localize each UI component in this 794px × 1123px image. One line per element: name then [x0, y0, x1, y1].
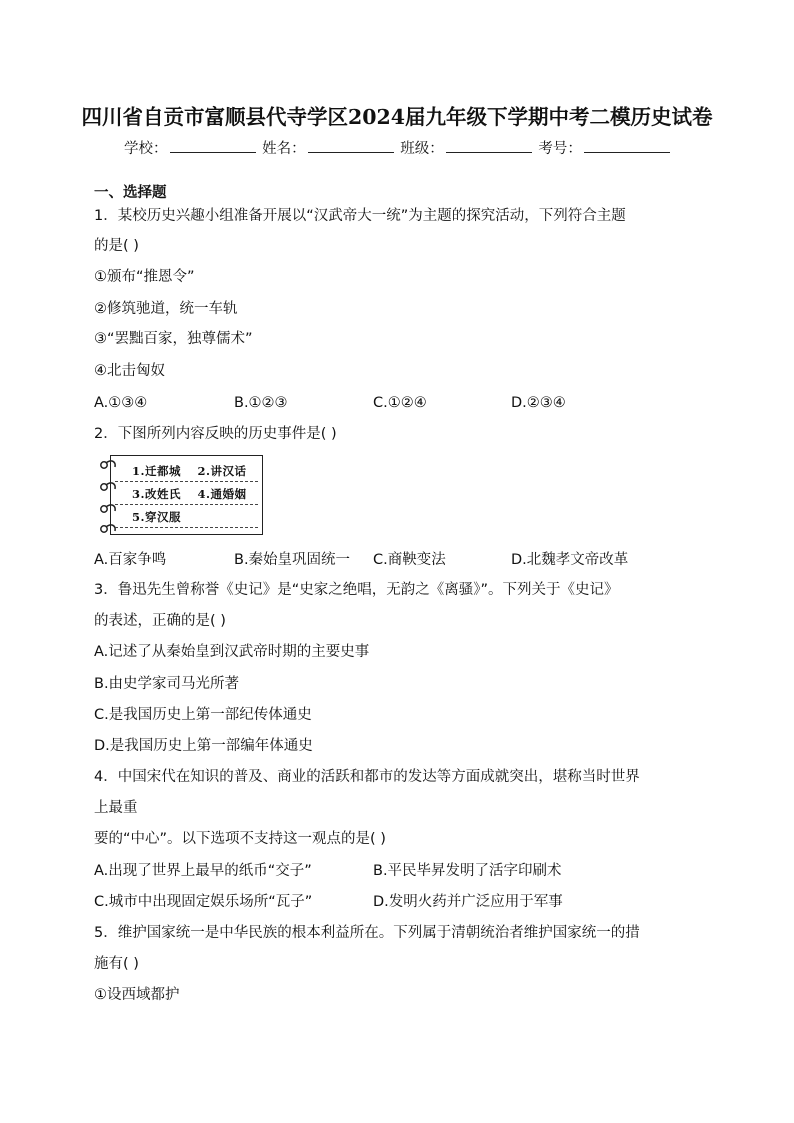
q3-option-d[interactable]: D.是我国历史上第一部编年体通史: [94, 738, 313, 754]
exam-number-blank[interactable]: [584, 140, 670, 153]
q4-option-c[interactable]: C.城市中出现固定娱乐场所“瓦子”: [94, 894, 313, 910]
name-label: 姓名：: [262, 141, 306, 157]
q1-option-c[interactable]: C.①②④: [373, 395, 427, 411]
q1-option-a[interactable]: A.①③④: [94, 395, 148, 411]
q2-option-c[interactable]: C.商鞅变法: [373, 552, 446, 568]
page-title: 四川省自贡市富顺县代寺学区2024届九年级下学期中考二模历史试卷: [81, 105, 713, 129]
q5-stem-line1: 5．维护国家统一是中华民族的根本利益所在。下列属于清朝统治者维护国家统一的措: [94, 925, 640, 941]
notebook-divider: [115, 504, 258, 505]
q1-item-4: ④北击匈奴: [94, 363, 165, 379]
q4-option-a[interactable]: A.出现了世界上最早的纸币“交子”: [94, 863, 312, 879]
q1-item-2: ②修筑驰道，统一车轨: [94, 301, 238, 317]
exam-number-label: 考号：: [538, 141, 582, 157]
q1-item-1: ①颁布“推恩令”: [94, 269, 195, 285]
notebook-divider: [115, 527, 258, 528]
q3-stem-line1: 3．鲁迅先生曾称誉《史记》是“史家之绝唱，无韵之《离骚》”。下列关于《史记》: [94, 582, 619, 598]
class-label: 班级：: [400, 141, 444, 157]
q3-option-b[interactable]: B.由史学家司马光所著: [94, 676, 240, 692]
q3-option-a[interactable]: A.记述了从秦始皇到汉武帝时期的主要史事: [94, 644, 370, 660]
name-blank[interactable]: [308, 140, 394, 153]
q4-stem-line3: 要的“中心”。以下选项不支持这一观点的是( ): [94, 831, 386, 847]
q1-stem-line2: 的是( ): [94, 238, 139, 254]
q5-stem-line2: 施有( ): [94, 956, 139, 972]
q4-stem-line1: 4．中国宋代在知识的普及、商业的活跃和都市的发达等方面成就突出，堪称当时世界: [94, 769, 640, 785]
q2-stem: 2．下图所列内容反映的历史事件是( ): [94, 426, 337, 442]
q5-item-1: ①设西域都护: [94, 987, 180, 1003]
q1-option-d[interactable]: D.②③④: [511, 395, 566, 411]
q1-item-3: ③“罢黜百家，独尊儒术”: [94, 331, 253, 347]
notebook-row-2: 3.改姓氏 4.通婚姻: [132, 487, 247, 501]
notebook-row-1: 1.迁都城 2.讲汉话: [132, 464, 247, 478]
spiral-ring-icon: [98, 457, 120, 473]
school-label: 学校：: [124, 141, 168, 157]
q1-stem-line1: 1．某校历史兴趣小组准备开展以“汉武帝大一统”为主题的探究活动，下列符合主题: [94, 208, 626, 224]
spiral-ring-icon: [98, 521, 120, 537]
q3-stem-line2: 的表述，正确的是( ): [94, 613, 226, 629]
q2-option-a[interactable]: A.百家争鸣: [94, 552, 167, 568]
section-heading: 一、选择题: [94, 185, 167, 201]
notebook-divider: [115, 481, 258, 482]
q4-stem-line2: 上最重: [94, 800, 138, 816]
student-info-line: [124, 137, 672, 158]
q2-notebook-image: [98, 453, 264, 537]
q4-option-d[interactable]: D.发明火药并广泛应用于军事: [373, 894, 563, 910]
q2-option-d[interactable]: D.北魏孝文帝改革: [511, 552, 629, 568]
school-blank[interactable]: [170, 140, 256, 153]
q3-option-c[interactable]: C.是我国历史上第一部纪传体通史: [94, 707, 312, 723]
q2-option-b[interactable]: B.秦始皇巩固统一: [234, 552, 351, 568]
class-blank[interactable]: [446, 140, 532, 153]
notebook-row-3: 5.穿汉服: [132, 510, 182, 524]
q4-option-b[interactable]: B.平民毕昇发明了活字印刷术: [373, 863, 562, 879]
q1-option-b[interactable]: B.①②③: [234, 395, 288, 411]
